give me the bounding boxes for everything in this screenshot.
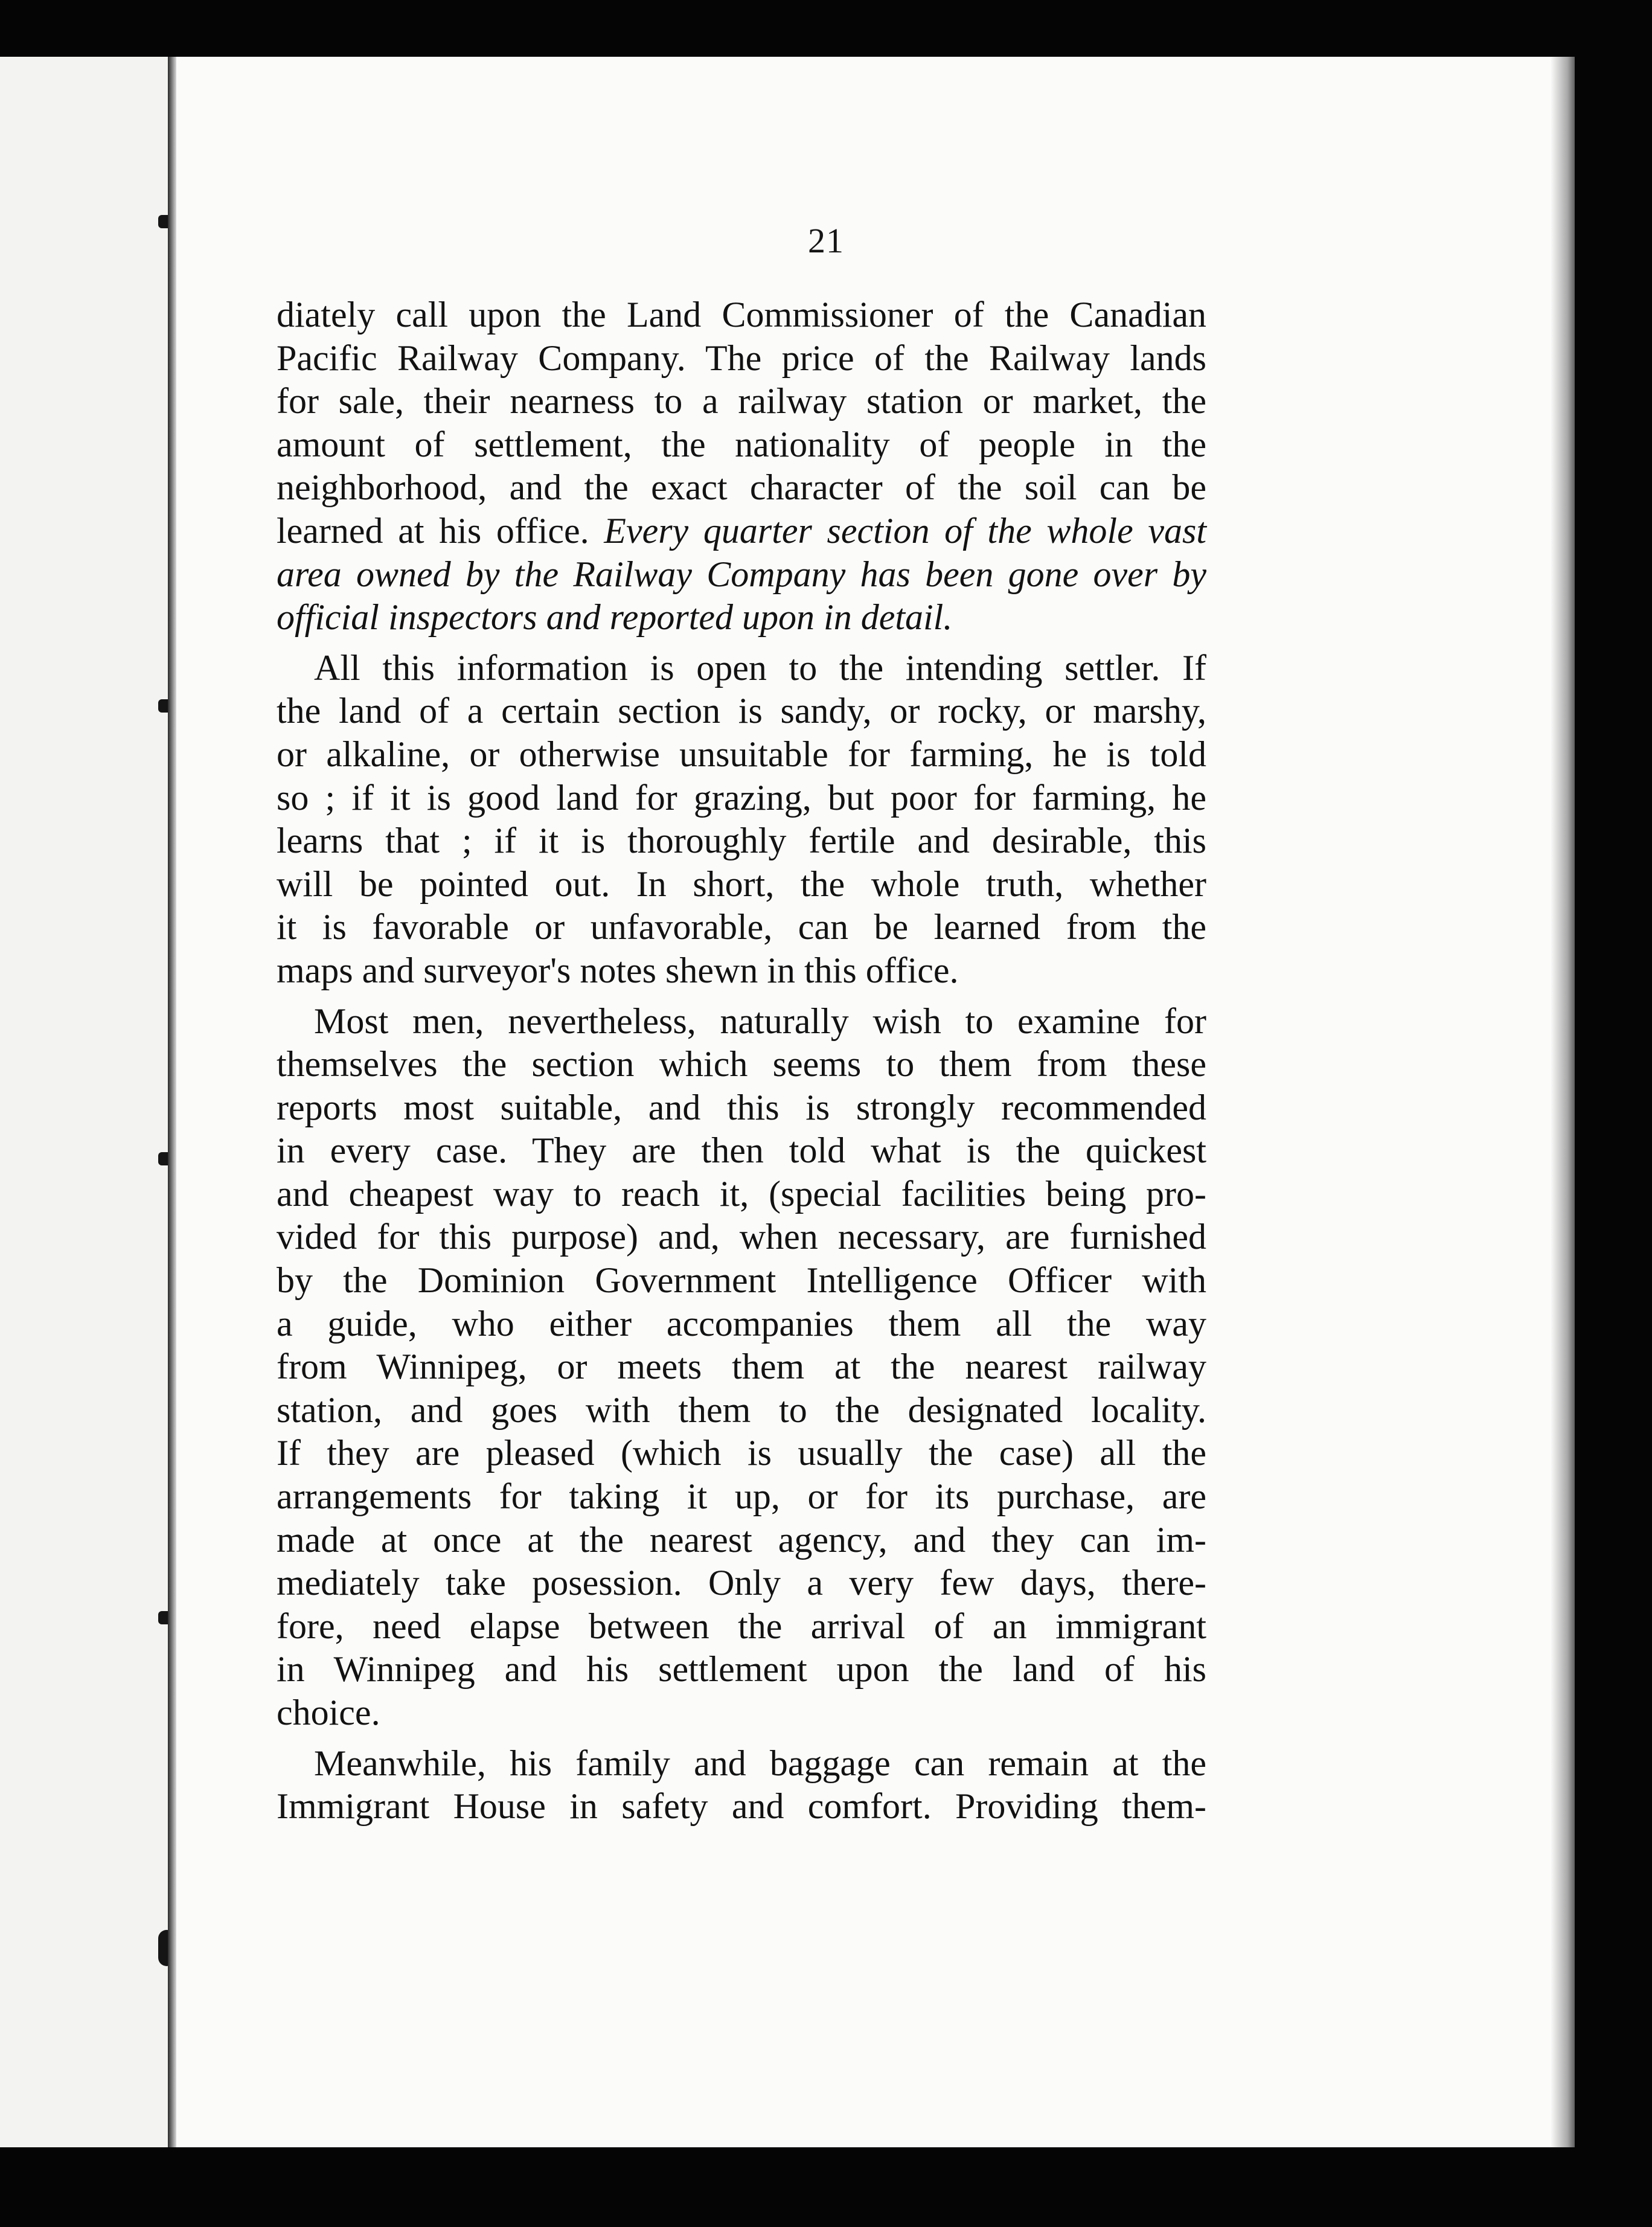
text-line: mediately take posession. Only a very few days, there- xyxy=(277,1563,1206,1603)
text-line: arrangements for taking it up, or for its purchase, are xyxy=(277,1476,1206,1517)
text-line: Most men, nevertheless, naturally wish to examine for xyxy=(314,1001,1206,1041)
text-line: diately call upon the Land Commissioner of the Canadian xyxy=(277,295,1206,335)
text-line: or alkaline, or otherwise unsuitable for farming, he is told xyxy=(277,734,1206,774)
text-line: it is favorable or unfavorable, can be learned from the xyxy=(277,907,1206,947)
text-line: a guide, who either accompanies them all the way xyxy=(277,1303,1206,1344)
paragraph xyxy=(277,1742,1206,1828)
text-line: vided for this purpose) and, when necessary, are furnished xyxy=(277,1217,1206,1257)
text-line-italic: official inspectors and reported upon in detail. xyxy=(277,597,953,638)
page-number: 21 xyxy=(808,221,844,260)
text-line: reports most suitable, and this is strongly recommended xyxy=(277,1087,1206,1127)
paragraph xyxy=(277,647,1206,993)
text-line: themselves the section which seems to them from these xyxy=(277,1044,1206,1085)
text-line: made at once at the nearest agency, and they can im- xyxy=(277,1519,1206,1560)
text-line: fore, need elapse between the arrival of an immigrant xyxy=(277,1606,1206,1646)
text-line: learns that ; if it is thoroughly fertile and desirable, this xyxy=(277,821,1206,861)
text-line: for sale, their nearness to a railway station or market, the xyxy=(277,381,1206,421)
text-line-italic: area owned by the Railway Company has been gone over by xyxy=(277,554,1206,594)
text-line: All this information is open to the intending settler. If xyxy=(314,647,1206,688)
text-line: neighborhood, and the exact character of the soil can be xyxy=(277,467,1206,508)
spine-shadow xyxy=(168,57,176,2147)
paragraph xyxy=(277,1000,1206,1735)
text-line: amount of settlement, the nationality of people in the xyxy=(277,424,1206,464)
text-line: will be pointed out. In short, the whole truth, whether xyxy=(277,864,1206,904)
text-italic: Every quarter section of the whole vast xyxy=(604,510,1207,551)
text-line: station, and goes with them to the designated locality. xyxy=(277,1389,1206,1430)
text-line: so ; if it is good land for grazing, but poor for farming, he xyxy=(277,777,1206,818)
text-line: and cheapest way to reach it, (special facilities being pro- xyxy=(277,1173,1206,1214)
text-line: by the Dominion Government Intelligence Officer with xyxy=(277,1260,1206,1301)
facing-page-edge xyxy=(0,57,168,2147)
body-text xyxy=(277,293,1206,1828)
text-line: the land of a certain section is sandy, or rocky, or marshy, xyxy=(277,691,1206,731)
page-edge-shadow xyxy=(1551,57,1575,2147)
text-line: Meanwhile, his family and baggage can remain at the xyxy=(314,1743,1206,1783)
text-line: Pacific Railway Company. The price of the Railway lands xyxy=(277,338,1206,378)
text-line: Immigrant House in safety and comfort. Providing them- xyxy=(277,1786,1206,1827)
text-line: in every case. They are then told what is the quickest xyxy=(277,1130,1206,1171)
text-line: choice. xyxy=(277,1693,380,1732)
text-line: in Winnipeg and his settlement upon the land of his xyxy=(277,1649,1206,1690)
text-line: maps and surveyor's notes shewn in this office. xyxy=(277,950,959,990)
paragraph xyxy=(277,293,1206,639)
text-line: from Winnipeg, or meets them at the nearest railway xyxy=(277,1347,1206,1387)
text-plain: learned at his office. xyxy=(277,510,604,551)
text-line: If they are pleased (which is usually the case) all the xyxy=(277,1433,1206,1473)
text-line-mixed xyxy=(277,510,1206,553)
